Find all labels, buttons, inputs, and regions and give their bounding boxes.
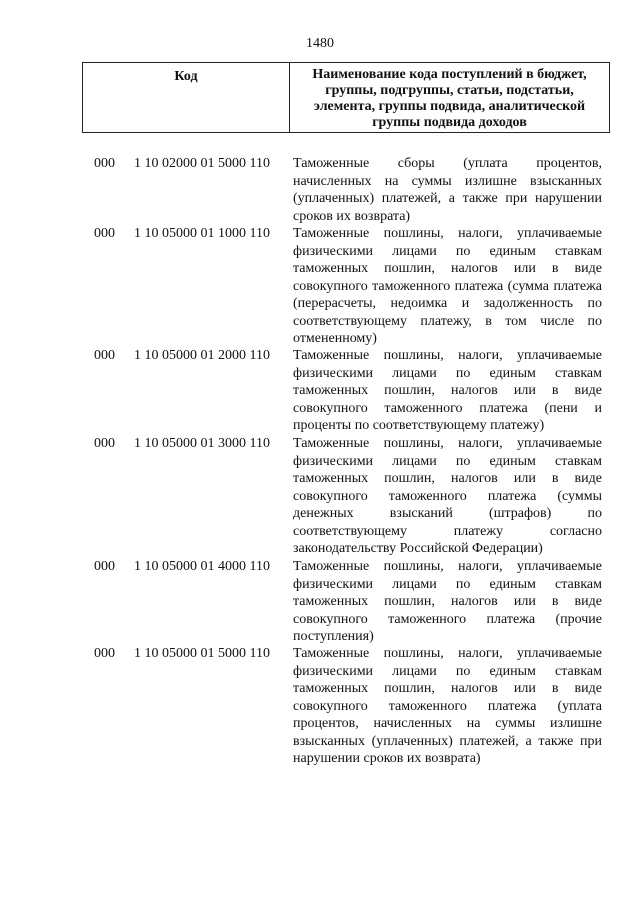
header-name: Наименование кода поступлений в бюджет, группы, подгруппы, статьи, подстатьи, элемента, группы подвида, аналитической группы подвида доходов <box>312 67 587 130</box>
revenue-code: 1 10 02000 01 5000 110 <box>134 156 270 171</box>
table-header <box>82 62 610 133</box>
admin-code: 000 <box>94 348 115 363</box>
header-code: Код <box>83 63 290 132</box>
table-row <box>0 225 640 347</box>
table-row <box>0 347 640 435</box>
table-row <box>0 435 640 558</box>
revenue-name: Таможенные пошлины, налоги, уплачиваемые физическими лицами по единым ставкам таможенных пошлин, налогов или в виде совокупного таможенного платежа (пени и проценты по соответствующему платежу) <box>293 348 602 433</box>
table-row <box>0 558 640 645</box>
table-row <box>0 645 640 785</box>
revenue-name: Таможенные пошлины, налоги, уплачиваемые физическими лицами по единым ставкам таможенных пошлин, налогов или в виде совокупного таможенного платежа (суммы денежных взысканий (штрафов) по соответствующему платежу согласно законодательству Российской Федерации) <box>293 436 602 556</box>
revenue-code: 1 10 05000 01 1000 110 <box>134 226 270 241</box>
page-number: 1480 <box>306 36 334 51</box>
revenue-code: 1 10 05000 01 5000 110 <box>134 646 270 661</box>
revenue-name: Таможенные пошлины, налоги, уплачиваемые физическими лицами по единым ставкам таможенных пошлин, налогов или в виде совокупного таможенного платежа (уплата процентов, начисленных на суммы излишне взысканных (уплаченных) платежей, а также при нарушении сроков их возврата) <box>293 646 602 766</box>
admin-code: 000 <box>94 156 115 171</box>
revenue-code: 1 10 05000 01 2000 110 <box>134 348 270 363</box>
revenue-code: 1 10 05000 01 4000 110 <box>134 559 270 574</box>
revenue-name: Таможенные пошлины, налоги, уплачиваемые физическими лицами по единым ставкам таможенных пошлин, налогов или в виде совокупного таможенного платежа (прочие поступления) <box>293 559 602 644</box>
table-body <box>0 155 640 785</box>
revenue-code: 1 10 05000 01 3000 110 <box>134 436 270 451</box>
revenue-name: Таможенные сборы (уплата процентов, начисленных на суммы излишне взысканных (уплаченных) платежей, а также при нарушении сроков их возврата) <box>293 156 602 224</box>
admin-code: 000 <box>94 436 115 451</box>
admin-code: 000 <box>94 226 115 241</box>
admin-code: 000 <box>94 559 115 574</box>
table-row <box>0 155 640 225</box>
admin-code: 000 <box>94 646 115 661</box>
revenue-name: Таможенные пошлины, налоги, уплачиваемые физическими лицами по единым ставкам таможенных пошлин, налогов или в виде совокупного таможенного платежа (сумма платежа (перерасчеты, недоимка и задолженность по соответствующему платежу, в том числе по отмененному) <box>293 226 602 346</box>
